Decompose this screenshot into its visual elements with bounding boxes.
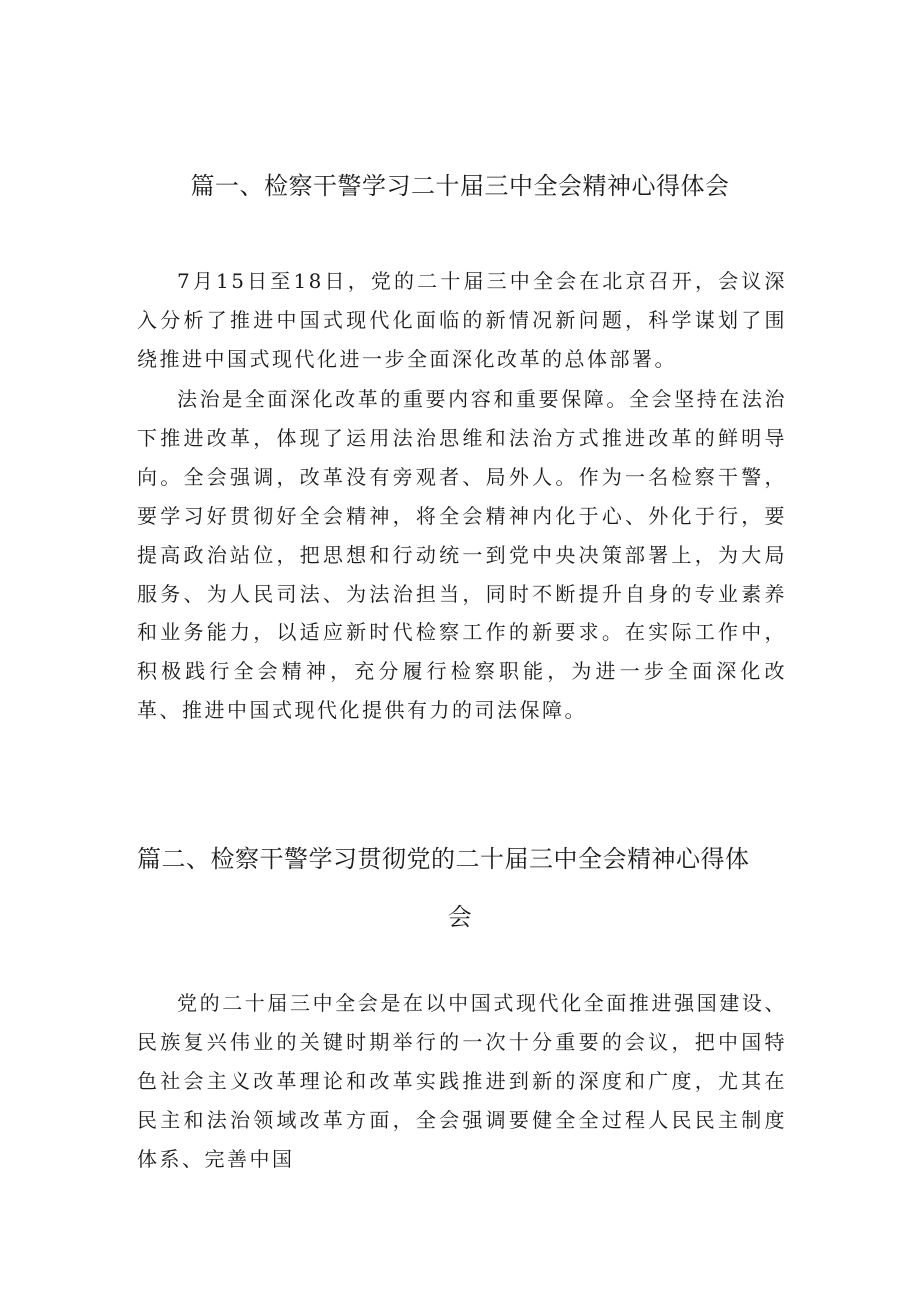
article-one-title: 篇一、检察干警学习二十届三中全会精神心得体会	[190, 172, 730, 200]
article-two-paragraph-1: 党的二十届三中全会是在以中国式现代化全面推进强国建设、民族复兴伟业的关键时期举行的一次十分重要的会议，把中国特色社会主义改革理论和改革实践推进到新的深度和广度，尤其在民主和法治领域改革方面，全会强调要健全全过程人民民主制度体系、完善中国	[137, 991, 787, 1171]
article-two-title: 篇二、检察干警学习贯彻党的二十届三中全会精神心得体	[137, 845, 750, 873]
article-two-title-continuation: 会	[447, 903, 473, 931]
article-one-paragraph-2: 法治是全面深化改革的重要内容和重要保障。全会坚持在法治下推进改革，体现了运用法治思维和法治方式推进改革的鲜明导向。全会强调，改革没有旁观者、局外人。作为一名检察干警，要学习好贯彻好全会精神，将全会精神内化于心、外化于行，要提高政治站位，把思想和行动统一到党中央决策部署上，为大局服务、为人民司法、为法治担当，同时不断提升自身的专业素养和业务能力，以适应新时代检察工作的新要求。在实际工作中，积极践行全会精神，充分履行检察职能，为进一步全面深化改革、推进中国式现代化提供有力的司法保障。	[137, 387, 787, 723]
article-one-paragraph-1: 7月15日至18日，党的二十届三中全会在北京召开，会议深入分析了推进中国式现代化面临的新情况新问题，科学谋划了围绕推进中国式现代化进一步全面深化改革的总体部署。	[137, 269, 787, 371]
